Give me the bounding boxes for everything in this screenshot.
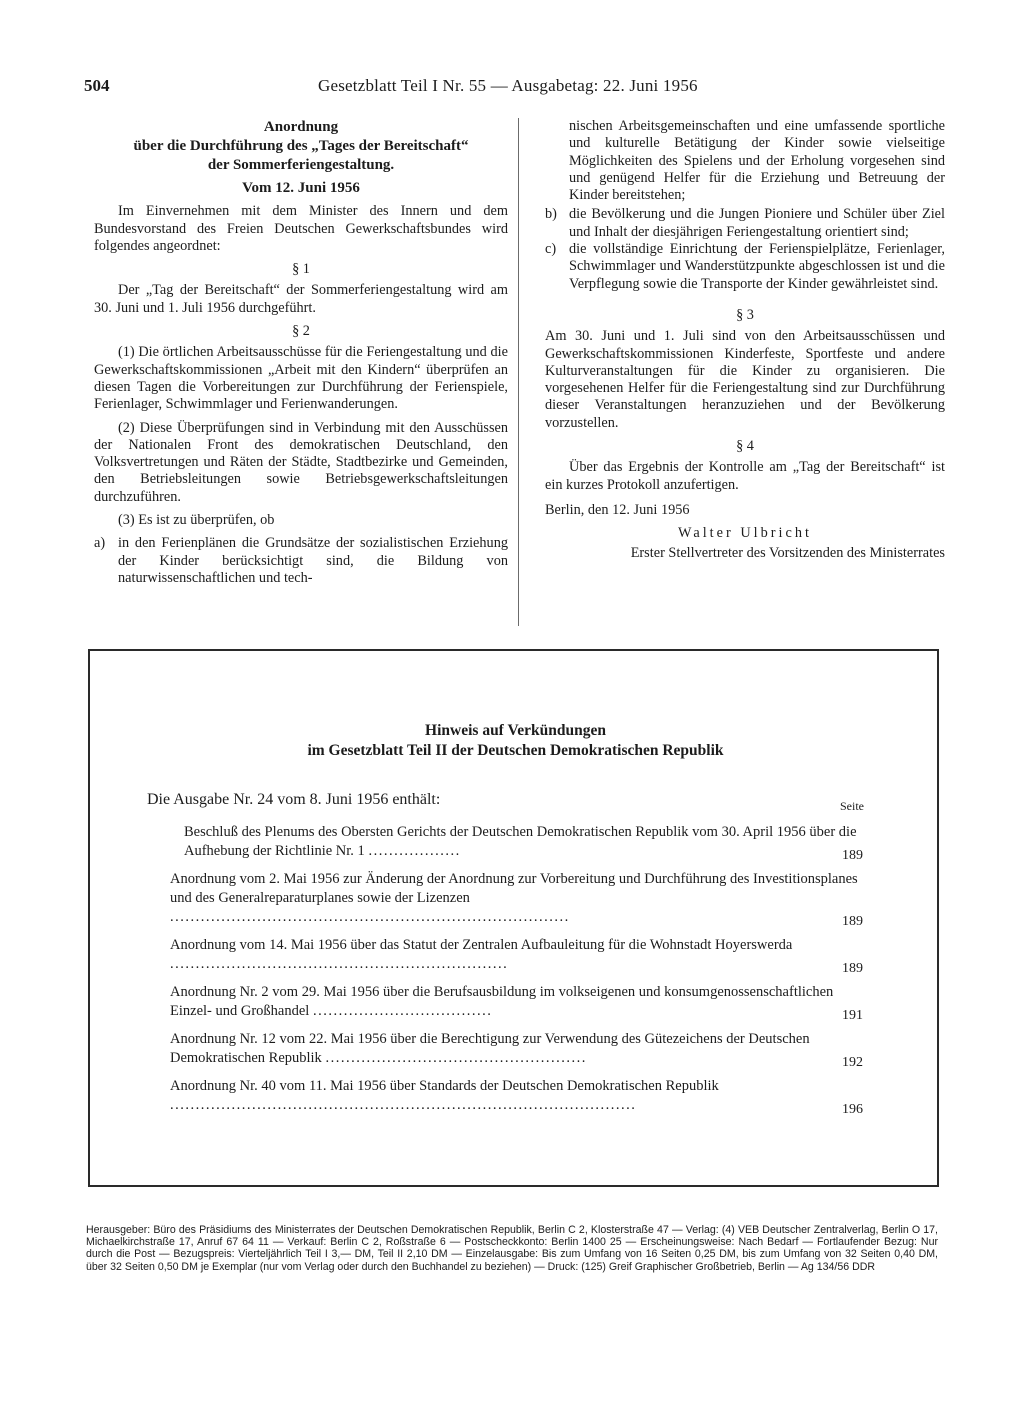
leader-dots: ..................: [368, 843, 461, 859]
list-item-a-continuation: nischen Arbeitsgemeinschaften und eine umfassende sportliche und kulturelle Betätigung der Kinder sowie vielseitige Möglichkeiten des Spielens und der Erholung vorgesehen sind und genügend Helfer für die Erziehung und Betreuung der Kinder bereitstehen;: [569, 118, 945, 204]
list-item-c: [545, 241, 945, 293]
imprint: Herausgeber: Büro des Präsidiums des Ministerrates der Deutschen Demokratischen Republik, Berlin C 2, Klosterstraße 47 — Verlag: (4) VEB Deutscher Zentralverlag, Berlin O 17, Michaelkirchstraße 17, Anruf 67 64 11 — Verkauf: Berlin C 2, Roßstraße 6 — Postscheckkonto: Berlin 1400 25 — Erscheinungsweise: Nach Bedarf — Fortlaufender Bezug: Nur durch die Post — Bezugspreis: Vierteljährlich Teil I 3,— DM, Teil II 2,10 DM — Einzelausgabe: Bis zum Umfang von 16 Seiten 0,25 DM, bis zum Umfang von 32 Seiten 0,40 DM, über 32 Seiten 0,50 DM je Exemplar (nur vom Verlag oder durch den Buchhandel zu beziehen) — Druck: (125) Greif Graphischer Großbetrieb, Berlin — Ag 134/56 DDR: [86, 1224, 938, 1273]
entry-text: Anordnung Nr. 2 vom 29. Mai 1956 über die Berufsausbildung im volkseigenen und konsumgenossenschaftlichen Einzel- und Großhandel: [170, 984, 834, 1019]
signatory-role: Erster Stellvertreter des Vorsitzenden des Ministerrates: [630, 544, 945, 561]
item-label: c): [545, 241, 557, 258]
preamble: Im Einvernehmen mit dem Minister des Innern und dem Bundesvorstand des Freien Deutschen Gewerkschaftsbundes wird folgendes angeordnet:: [94, 203, 508, 254]
notice-title: [90, 721, 941, 761]
page-column-label: Seite: [840, 799, 864, 813]
notice-box: [88, 649, 939, 1187]
leader-dots: ...........................................................................................: [170, 1097, 637, 1113]
leader-dots: ..................................................................: [170, 956, 509, 972]
item-label: b): [545, 206, 557, 223]
entry-text: Anordnung Nr. 40 vom 11. Mai 1956 über Standards der Deutschen Demokratischen Republik: [170, 1078, 719, 1094]
entry-text: Anordnung Nr. 12 vom 22. Mai 1956 über die Berechtigung zur Verwendung des Gütezeichens der Deutschen Demokratischen Republik: [170, 1031, 810, 1066]
column-divider: [518, 118, 519, 626]
entry-text: Beschluß des Plenums des Obersten Gerichts der Deutschen Demokratischen Republik vom 30. April 1956 über die Aufhebung der Richtlinie Nr. 1: [184, 824, 857, 859]
title-line: der Sommerferiengestaltung.: [207, 157, 395, 173]
section-heading-4: § 4: [736, 438, 754, 455]
section-2-paragraph-2: (2) Diese Überprüfungen sind in Verbindung mit den Ausschüssen der Nationalen Front des demokratischen Deutschland, den Volksvertretungen und Räten der Städte, Stadtbezirke und Gemeinden, den Betriebsleitungen sowie Betriebsgewerkschaftsleitungen durchzuführen.: [94, 419, 508, 505]
item-text: die vollständige Einrichtung der Ferienspielplätze, Ferienlager, Schwimmlager und Wanderstützpunkte abgeschlossen ist und die Verpflegung sowie die Transporte der Kinder gewährleistet sind.: [569, 241, 945, 292]
list-item: [170, 936, 870, 974]
list-item-a: [94, 535, 508, 587]
notice-intro: Die Ausgabe Nr. 24 vom 8. Juni 1956 enthält:: [147, 791, 441, 808]
list-item: [170, 1077, 870, 1115]
entry-text: Anordnung vom 14. Mai 1956 über das Statut der Zentralen Aufbauleitung für die Wohnstadt Hoyerswerda: [170, 937, 793, 953]
leader-dots: ..............................................................................: [170, 909, 570, 925]
entry-page: 196: [842, 1102, 863, 1117]
list-item: [170, 870, 870, 927]
section-2-paragraph-1: (1) Die örtlichen Arbeitsausschüsse für die Feriengestaltung und die Gewerkschaftskommissionen „Arbeit mit den Kindern“ überprüfen an diesen Tagen die Vorbereitungen zur Durchführung der Ferienspiele, Ferienlager, Schwimmlager und Ferienwanderungen.: [94, 344, 508, 413]
list-item: [170, 823, 870, 861]
notice-title-line: im Gesetzblatt Teil II der Deutschen Demokratischen Republik: [307, 742, 724, 759]
list-item-b: [545, 206, 945, 241]
ordinance-date: Vom 12. Juni 1956: [242, 180, 360, 196]
section-2-paragraph-3: (3) Es ist zu überprüfen, ob: [118, 512, 275, 529]
entry-page: 189: [842, 914, 863, 929]
title-line: über die Durchführung des „Tages der Bereitschaft“: [133, 138, 469, 154]
entry-page: 192: [842, 1055, 863, 1070]
section-heading-1: § 1: [292, 261, 310, 278]
signatory-name: Walter Ulbricht: [678, 525, 812, 542]
entry-page: 189: [842, 848, 863, 863]
section-heading-3: § 3: [736, 306, 754, 323]
place-and-date: Berlin, den 12. Juni 1956: [545, 501, 690, 518]
ordinance-title: [94, 118, 508, 175]
section-4-text: Über das Ergebnis der Kontrolle am „Tag der Bereitschaft“ ist ein kurzes Protokoll anzufertigen.: [545, 459, 945, 493]
section-heading-2: § 2: [292, 323, 310, 340]
ordinance-left-column: [94, 118, 508, 587]
item-text: in den Ferienplänen die Grundsätze der sozialistischen Erziehung der Kinder berücksichtigt sind, die Bildung von naturwissenschaftlichen und tech-: [118, 535, 508, 586]
title-line: Anordnung: [263, 119, 339, 135]
entry-page: 191: [842, 1008, 863, 1023]
item-label: a): [94, 535, 106, 552]
item-text: die Bevölkerung und die Jungen Pioniere und Schüler über Ziel und Inhalt der diesjährigen Feriengestaltung orientiert sind;: [569, 206, 945, 240]
leader-dots: ...................................: [312, 1003, 493, 1019]
list-item: [170, 1030, 870, 1068]
entry-page: 189: [842, 961, 863, 976]
section-1-text: Der „Tag der Bereitschaft“ der Sommerferiengestaltung wird am 30. Juni und 1. Juli 1956 durchgeführt.: [94, 282, 508, 316]
list-item: [170, 983, 870, 1021]
ordinance-right-column: [545, 118, 945, 562]
page-number: 504: [84, 76, 110, 95]
section-3-text: Am 30. Juni und 1. Juli sind von den Arbeitsausschüssen und Gewerkschaftskommissionen Kinderfeste, Sportfeste und andere Kulturveranstaltungen für die Kinder zu organisieren. Die vorgesehenen Helfer für die Feriengestaltung sind zur Durchführung dieser Veranstaltungen heranzuziehen und der Bevölkerung vorzustellen.: [545, 328, 945, 431]
notice-title-line: Hinweis auf Verkündungen: [425, 722, 606, 739]
leader-dots: ...................................................: [325, 1050, 587, 1066]
entry-text: Anordnung vom 2. Mai 1956 zur Änderung der Anordnung zur Vorbereitung und Durchführung des Investitionsplanes und des Generalreparaturplanes sowie der Lizenzen: [170, 871, 858, 906]
running-head: Gesetzblatt Teil I Nr. 55 — Ausgabetag: 22. Juni 1956: [318, 76, 698, 95]
notice-entries: [170, 823, 870, 1124]
